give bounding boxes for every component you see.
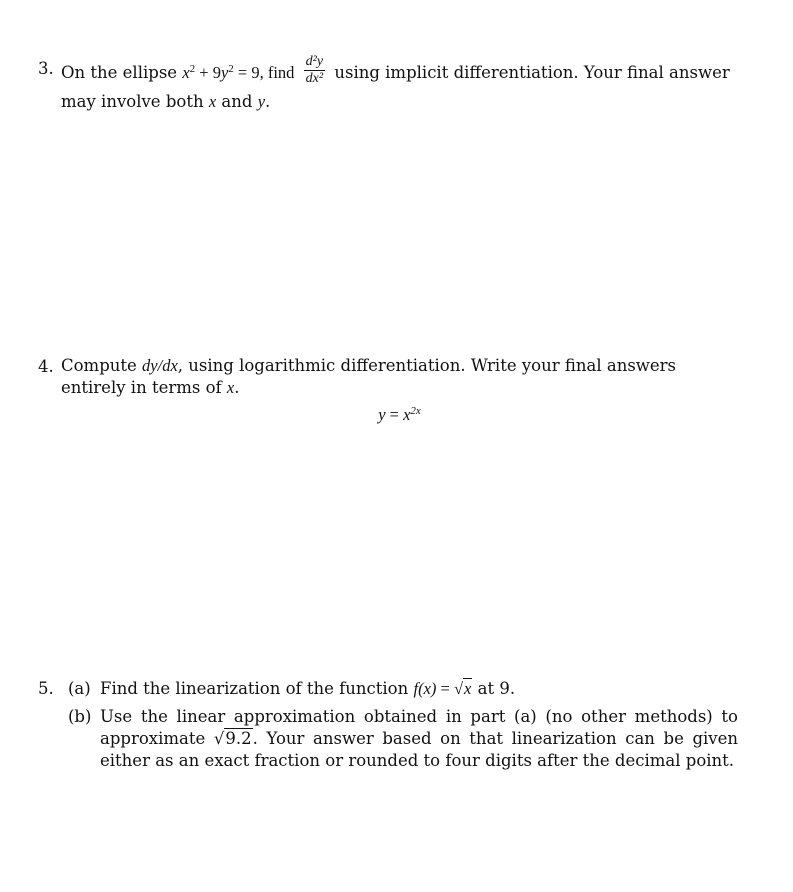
variable-x: x	[226, 378, 235, 397]
problem-4-intro: Compute	[61, 356, 137, 375]
part-b-text: Use the linear approximation obtained in part (a) (no other methods) to approximate √9.2. Your answer based on that linearization can be given either as an exact fraction or rounded to four digits after the decimal point.	[100, 707, 739, 770]
variable-y: y	[257, 92, 266, 111]
problem-3	[38, 54, 738, 114]
second-derivative-fraction	[304, 54, 325, 87]
problem-3-intro: On the ellipse	[61, 63, 178, 82]
square-root: √x	[453, 679, 472, 698]
problem-4-text	[61, 355, 738, 399]
variable-x: x	[208, 92, 217, 111]
problem-4	[38, 355, 738, 427]
display-equation: $y = x^{2x}$	[378, 404, 421, 424]
square-root: √9.2	[213, 729, 252, 748]
problem-3-text	[61, 54, 738, 114]
problem-3-number: 3.	[38, 59, 54, 78]
part-a-label: (a)	[68, 679, 91, 698]
conjunction-and: and	[221, 92, 253, 111]
problem-5-part-b	[68, 706, 738, 772]
problem-3-instructions: using implicit differentiation. Your final answer may involve both	[61, 63, 730, 111]
function-definition: f(x) = √x	[414, 679, 473, 698]
fraction-numerator: d²y	[305, 54, 324, 69]
problem-5-part-a	[68, 677, 738, 701]
problem-4-number: 4.	[38, 357, 54, 376]
fraction-denominator: dx²	[305, 71, 324, 86]
derivative-notation: dy/dx	[142, 356, 178, 375]
part-b-label: (b)	[68, 707, 92, 726]
problem-5-number: 5.	[38, 679, 54, 698]
period: .	[265, 92, 271, 111]
problem-5	[38, 677, 738, 772]
problem-4-instructions: , using logarithmic differentiation. Write your final answers entirely in terms of	[61, 356, 677, 397]
part-a-text: Find the linearization of the function f(x) = √x at 9.	[100, 677, 738, 701]
period: .	[234, 378, 240, 397]
ellipse-equation: $x^2 + 9y^2 = 9$, find	[182, 62, 295, 82]
